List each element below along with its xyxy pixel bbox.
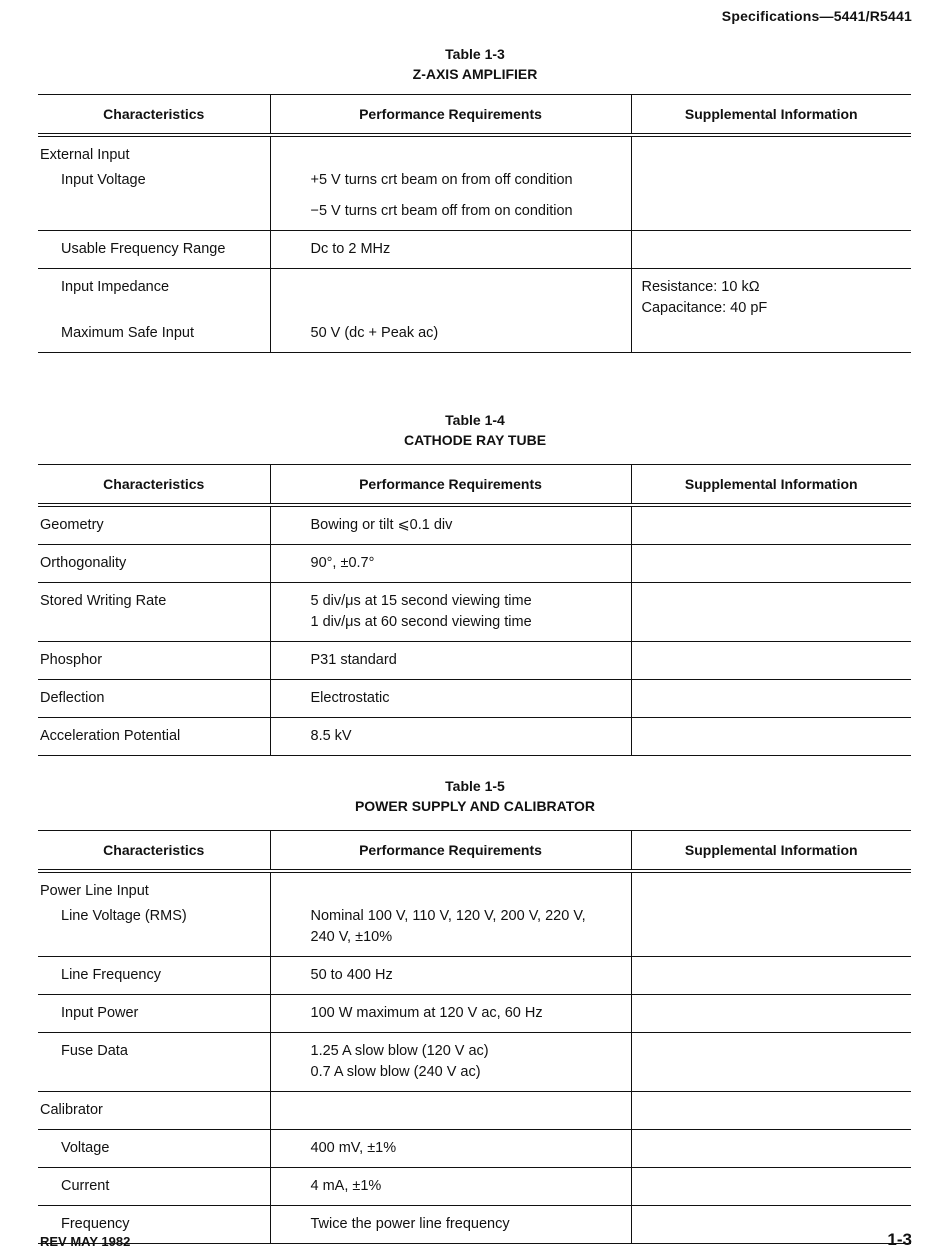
column-header: Performance Requirements <box>270 95 631 136</box>
characteristic-cell: Geometry <box>38 505 270 545</box>
supplemental-cell <box>631 583 911 642</box>
characteristic-cell: Maximum Safe Input <box>38 321 270 353</box>
requirement-cell: Bowing or tilt ⩽0.1 div <box>270 505 631 545</box>
table-row <box>38 1092 911 1130</box>
supplemental-cell <box>631 545 911 583</box>
table-row <box>38 871 911 904</box>
table-1-5-caption <box>0 776 950 816</box>
table-row <box>38 505 911 545</box>
characteristic-cell: External Input <box>40 147 130 163</box>
cathode-ray-tube-table <box>38 464 911 756</box>
requirement-cell: Twice the power line frequency <box>270 1206 631 1244</box>
characteristic-cell: Deflection <box>38 680 270 718</box>
column-header: Performance Requirements <box>270 465 631 506</box>
supplemental-cell <box>631 1033 911 1092</box>
table-1-3-caption <box>0 44 950 84</box>
requirement-cell: 100 W maximum at 120 V ac, 60 Hz <box>270 995 631 1033</box>
table-row <box>38 642 911 680</box>
supplemental-cell <box>631 904 911 957</box>
requirement-cell: P31 standard <box>270 642 631 680</box>
characteristic-cell: Phosphor <box>38 642 270 680</box>
characteristic-cell: Stored Writing Rate <box>38 583 270 642</box>
characteristic-cell: Orthogonality <box>38 545 270 583</box>
requirement-cell <box>270 871 631 904</box>
table-row <box>38 583 911 642</box>
table-row <box>38 1168 911 1206</box>
requirement-cell: 90°, ±0.7° <box>270 545 631 583</box>
requirement-cell: Nominal 100 V, 110 V, 120 V, 200 V, 220 V, 240 V, ±10% <box>270 904 631 957</box>
characteristic-cell: Input Power <box>38 995 270 1033</box>
supplemental-cell <box>631 231 911 269</box>
table-title: POWER SUPPLY AND CALIBRATOR <box>354 798 596 814</box>
supplemental-cell <box>631 505 911 545</box>
characteristic-cell: Input Voltage <box>61 172 146 188</box>
table-row <box>38 995 911 1033</box>
characteristic-cell: Frequency <box>38 1206 270 1244</box>
table-header-row <box>38 465 911 506</box>
supplemental-cell <box>631 1092 911 1130</box>
supplemental-cell <box>631 135 911 168</box>
supplemental-cell <box>631 718 911 756</box>
characteristic-cell: Calibrator <box>38 1092 270 1130</box>
supplemental-cell <box>631 1168 911 1206</box>
table-row <box>38 680 911 718</box>
z-axis-amplifier-table <box>38 94 911 353</box>
supplemental-cell <box>631 1206 911 1244</box>
characteristic-cell: Line Frequency <box>38 957 270 995</box>
supplemental-cell <box>631 642 911 680</box>
column-header: Supplemental Information <box>631 831 911 872</box>
requirement-cell: 4 mA, ±1% <box>270 1168 631 1206</box>
supplemental-cell <box>631 168 911 199</box>
table-title: CATHODE RAY TUBE <box>403 432 547 448</box>
column-header: Supplemental Information <box>631 95 911 136</box>
characteristic-cell: Usable Frequency Range <box>38 231 270 269</box>
column-header: Characteristics <box>38 95 270 136</box>
table-row <box>38 1033 911 1092</box>
table-row <box>38 1130 911 1168</box>
table-row <box>38 545 911 583</box>
characteristic-cell: Voltage <box>38 1130 270 1168</box>
table-row <box>38 1206 911 1244</box>
table-row <box>38 231 911 269</box>
power-supply-table <box>38 830 911 1244</box>
requirement-cell <box>270 135 631 168</box>
requirement-cell: 1.25 A slow blow (120 V ac) 0.7 A slow blow (240 V ac) <box>270 1033 631 1092</box>
table-1-4-caption <box>0 410 950 450</box>
table-number: Table 1-4 <box>445 412 505 428</box>
supplemental-cell: Resistance: 10 kΩ Capacitance: 40 pF <box>631 269 911 322</box>
requirement-cell: Dc to 2 MHz <box>270 231 631 269</box>
supplemental-cell <box>631 321 911 353</box>
table-title: Z-AXIS AMPLIFIER <box>412 66 538 82</box>
table-row <box>38 321 911 353</box>
supplemental-cell <box>631 995 911 1033</box>
column-header: Characteristics <box>38 831 270 872</box>
characteristic-cell: Fuse Data <box>38 1033 270 1092</box>
requirement-cell <box>270 269 631 322</box>
supplemental-cell <box>631 680 911 718</box>
requirement-cell: 400 mV, ±1% <box>270 1130 631 1168</box>
supplemental-cell <box>631 957 911 995</box>
characteristic-cell <box>38 199 270 231</box>
requirement-cell: Electrostatic <box>270 680 631 718</box>
characteristic-cell: Input Impedance <box>61 279 170 295</box>
table-row <box>38 718 911 756</box>
revision-date: REV MAY 1982 <box>40 1234 131 1249</box>
table-number: Table 1-5 <box>445 778 505 794</box>
characteristic-cell: Acceleration Potential <box>38 718 270 756</box>
table-row <box>38 904 911 957</box>
table-number: Table 1-3 <box>445 46 505 62</box>
running-head: Specifications—5441/R5441 <box>721 8 912 24</box>
column-header: Performance Requirements <box>270 831 631 872</box>
requirement-cell: 8.5 kV <box>270 718 631 756</box>
table-row <box>38 269 911 322</box>
requirement-cell: 50 V (dc + Peak ac) <box>270 321 631 353</box>
table-row <box>38 957 911 995</box>
characteristic-cell: Current <box>38 1168 270 1206</box>
table-header-row <box>38 95 911 136</box>
supplemental-cell <box>631 1130 911 1168</box>
requirement-cell: 50 to 400 Hz <box>270 957 631 995</box>
supplemental-cell <box>631 871 911 904</box>
column-header: Supplemental Information <box>631 465 911 506</box>
table-header-row <box>38 831 911 872</box>
supplemental-cell <box>631 199 911 231</box>
table-row <box>38 199 911 231</box>
characteristic-cell: Line Voltage (RMS) <box>38 904 270 957</box>
characteristic-cell: Power Line Input <box>40 883 149 899</box>
table-row <box>38 168 911 199</box>
table-row <box>38 135 911 168</box>
column-header: Characteristics <box>38 465 270 506</box>
requirement-cell: −5 V turns crt beam off from on condition <box>270 199 631 231</box>
requirement-cell: 5 div/μs at 15 second viewing time 1 div/μs at 60 second viewing time <box>270 583 631 642</box>
page-number: 1-3 <box>887 1230 912 1249</box>
requirement-cell <box>270 1092 631 1130</box>
requirement-cell: +5 V turns crt beam on from off condition <box>270 168 631 199</box>
